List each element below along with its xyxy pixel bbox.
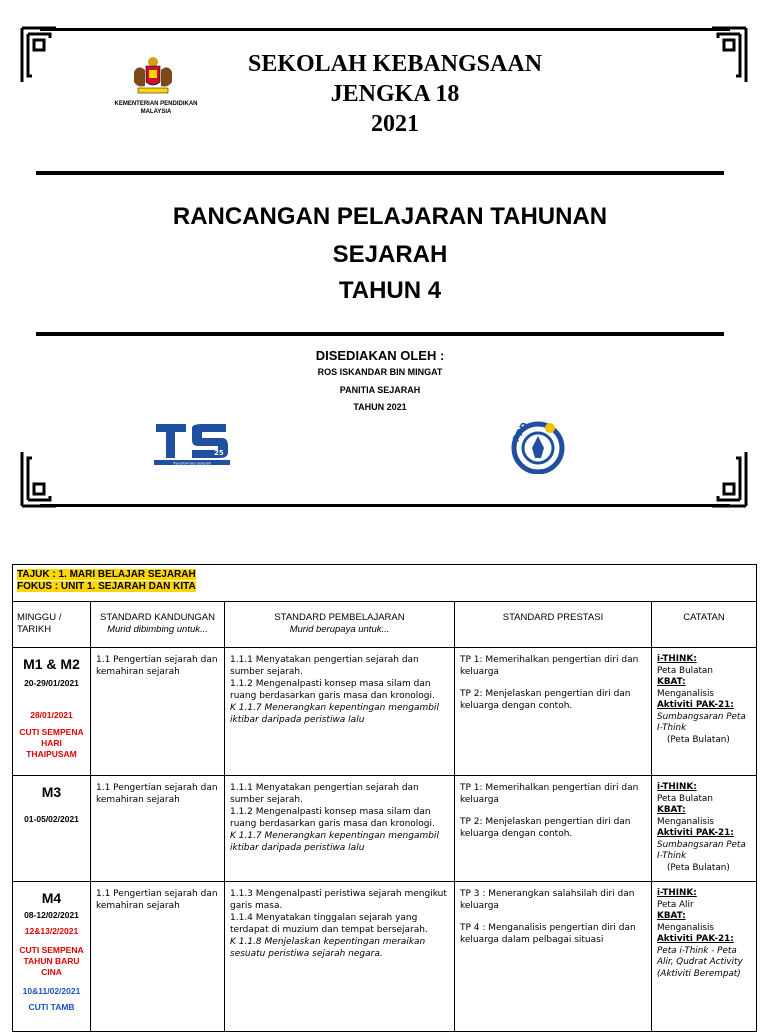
kandungan-text: 1.1 Pengertian sejarah dan kemahiran sejarah — [96, 889, 218, 911]
corner-ornament-top-right — [710, 26, 748, 84]
kandungan-text: 1.1 Pengertian sejarah dan kemahiran sejarah — [96, 783, 218, 805]
prestasi-cell — [455, 648, 652, 776]
kandungan-cell — [91, 882, 225, 1032]
corner-ornament-top-left — [20, 26, 58, 84]
week-date: 20-29/01/2021 — [24, 678, 79, 688]
frame-top-line — [40, 28, 730, 31]
kbat-label: KBAT: — [657, 911, 686, 921]
week-label: M3 — [41, 784, 62, 800]
sp-item-2: 1.1.2 Mengenalpasti konsep masa silam dan ruang berdasarkan garis masa dan kronologi. — [230, 807, 435, 829]
holiday-note: CUTI SEMPENA TAHUN BARU CINA — [19, 945, 84, 977]
panel-year: TAHUN 2021 — [353, 402, 407, 412]
kbat-value: Menganalisis — [657, 688, 715, 699]
tp-item-1: TP 1: Memerihalkan pengertian diri dan keluarga — [460, 783, 639, 805]
col-header-catatan — [652, 602, 757, 648]
pak21-note: (Peta Bulatan) — [667, 862, 730, 873]
col-header-kandungan-text: STANDARD KANDUNGAN — [100, 612, 215, 623]
pak21-label: Aktiviti PAK-21: — [657, 828, 734, 838]
focus-title: FOKUS : UNIT 1. SEJARAH DAN KITA — [17, 581, 196, 592]
divider-1 — [36, 171, 724, 175]
rpt-table — [12, 564, 756, 1032]
school-name: SEKOLAH KEBANGSAAN — [247, 51, 543, 77]
svg-text:25: 25 — [214, 449, 224, 457]
coat-of-arms-logo — [128, 52, 178, 98]
kbat-value: Menganalisis — [657, 922, 715, 933]
topic-title: TAJUK : 1. MARI BELAJAR SEJARAH — [17, 569, 196, 580]
corner-ornament-bottom-left — [20, 450, 58, 508]
holiday-note: CUTI SEMPENA HARI THAIPUSAM — [19, 727, 84, 759]
pak21-value: Sumbangsaran Peta I-Think — [657, 839, 746, 861]
prestasi-cell — [455, 882, 652, 1032]
ts25-logo-text: Transformasi Sekolah — [172, 461, 212, 466]
col-header-pembelajaran-text: STANDARD PEMBELAJARAN — [274, 612, 405, 623]
ithink-value: Peta Alir — [657, 899, 694, 910]
ithink-value: Peta Bulatan — [657, 665, 713, 676]
sp-item-2: 1.1.2 Mengenalpasti konsep masa silam dan ruang berdasarkan garis masa dan kronologi. — [230, 679, 435, 701]
table-row — [13, 776, 757, 882]
table-row — [13, 648, 757, 776]
pembelajaran-cell — [225, 776, 455, 882]
corner-ornament-bottom-right — [710, 450, 748, 508]
catatan-cell — [652, 882, 757, 1032]
tp-item-1: TP 1: Memerihalkan pengertian diri dan keluarga — [460, 655, 639, 677]
sp-item-3: K 1.1.7 Menerangkan kepentingan mengambil iktibar daripada peristiwa lalu — [230, 703, 439, 725]
col-header-pembelajaran — [225, 602, 455, 648]
subject-title: SEJARAH — [332, 241, 448, 268]
tp-item-2: TP 4 : Menganalisis pengertian diri dan keluarga dalam pelbagai situasi — [460, 923, 636, 945]
week-label: M1 & M2 — [23, 656, 80, 672]
school-year: 2021 — [371, 111, 419, 137]
table-row — [13, 882, 757, 1032]
holiday-date: 28/01/2021 — [30, 710, 73, 720]
col-header-catatan-text: CATATAN — [683, 612, 725, 623]
grade-title: TAHUN 4 — [338, 277, 442, 304]
sp-item-1: 1.1.1 Menyatakan pengertian sejarah dan sumber sejarah. — [230, 655, 419, 677]
tp-item-2: TP 2: Menjelaskan pengertian diri dan keluarga dengan contoh. — [460, 689, 631, 711]
col-header-kandungan — [91, 602, 225, 648]
sp-item-1: 1.1.3 Mengenalpasti peristiwa sejarah mengikut garis masa. — [230, 889, 447, 911]
prestasi-cell — [455, 776, 652, 882]
ts25-logo — [152, 420, 232, 466]
week-date: 08-12/02/2021 — [24, 910, 79, 920]
sp-item-3: K 1.1.8 Menjelaskan kepentingan meraikan sesuatu peristiwa sejarah negara. — [230, 937, 426, 959]
kandungan-text: 1.1 Pengertian sejarah dan kemahiran sejarah — [96, 655, 218, 677]
ithink-label: i-THINK: — [657, 654, 697, 664]
pak21-label: Aktiviti PAK-21: — [657, 700, 734, 710]
week-date: 01-05/02/2021 — [24, 814, 79, 824]
ithink-label: i-THINK: — [657, 888, 697, 898]
frame-bottom-line — [40, 504, 730, 507]
prepared-by-label: DISEDIAKAN OLEH : — [315, 348, 445, 363]
catatan-cell — [652, 648, 757, 776]
col-header-kandungan-sub: Murid dibimbing untuk... — [107, 624, 208, 635]
col-header-pembelajaran-sub: Murid berupaya untuk... — [289, 624, 390, 635]
tp-item-1: TP 3 : Menerangkan salahsilah diri dan keluarga — [460, 889, 635, 911]
holiday-note-2: CUTI TAMB — [28, 1002, 75, 1012]
week-cell — [13, 882, 91, 1032]
kbat-label: KBAT: — [657, 805, 686, 815]
col-header-prestasi-text: STANDARD PRESTASI — [502, 612, 604, 623]
pak21-label: Aktiviti PAK-21: — [657, 934, 734, 944]
holiday-date: 12&13/2/2021 — [24, 926, 79, 936]
plan-title: RANCANGAN PELAJARAN TAHUNAN — [172, 203, 608, 230]
pak21-value: Sumbangsaran Peta I-Think — [657, 711, 746, 733]
panel-name: PANITIA SEJARAH — [339, 385, 421, 395]
ministry-line-1: KEMENTERIAN PENDIDIKAN — [114, 101, 198, 107]
col-header-prestasi — [455, 602, 652, 648]
sp-item-3: K 1.1.7 Menerangkan kepentingan mengambil iktibar daripada peristiwa lalu — [230, 831, 439, 853]
pembelajaran-cell — [225, 648, 455, 776]
week-cell — [13, 776, 91, 882]
kandungan-cell — [91, 776, 225, 882]
catatan-cell — [652, 776, 757, 882]
kbat-value: Menganalisis — [657, 816, 715, 827]
week-cell — [13, 648, 91, 776]
tp-item-2: TP 2: Menjelaskan pengertian diri dan keluarga dengan contoh. — [460, 817, 631, 839]
pak21-value: Peta i-Think - Peta Alir, Qudrat Activity (Aktiviti Berempat) — [657, 945, 743, 979]
pak21-note: (Peta Bulatan) — [667, 734, 730, 745]
ithink-label: i-THINK: — [657, 782, 697, 792]
pembelajaran-cell — [225, 882, 455, 1032]
divider-2 — [36, 332, 724, 336]
kbat-label: KBAT: — [657, 677, 686, 687]
ppd-logo-text: PPD — [511, 421, 531, 444]
week-label: M4 — [41, 890, 62, 906]
topic-header — [13, 565, 757, 602]
school-location: JENGKA 18 — [330, 81, 460, 107]
ithink-value: Peta Bulatan — [657, 793, 713, 804]
sp-item-2: 1.1.4 Menyatakan tinggalan sejarah yang terdapat di muzium dan tempat bersejarah. — [230, 913, 428, 935]
preparer-name: ROS ISKANDAR BIN MINGAT — [317, 367, 443, 377]
col-header-minggu — [13, 602, 91, 648]
ministry-caption — [96, 100, 216, 116]
holiday-date-2: 10&11/02/2021 — [22, 986, 81, 996]
ppd-logo — [508, 418, 566, 474]
ministry-line-2: MALAYSIA — [140, 109, 172, 115]
sp-item-1: 1.1.1 Menyatakan pengertian sejarah dan sumber sejarah. — [230, 783, 419, 805]
col-header-minggu-text: MINGGU / TARIKH — [17, 612, 62, 635]
kandungan-cell — [91, 648, 225, 776]
